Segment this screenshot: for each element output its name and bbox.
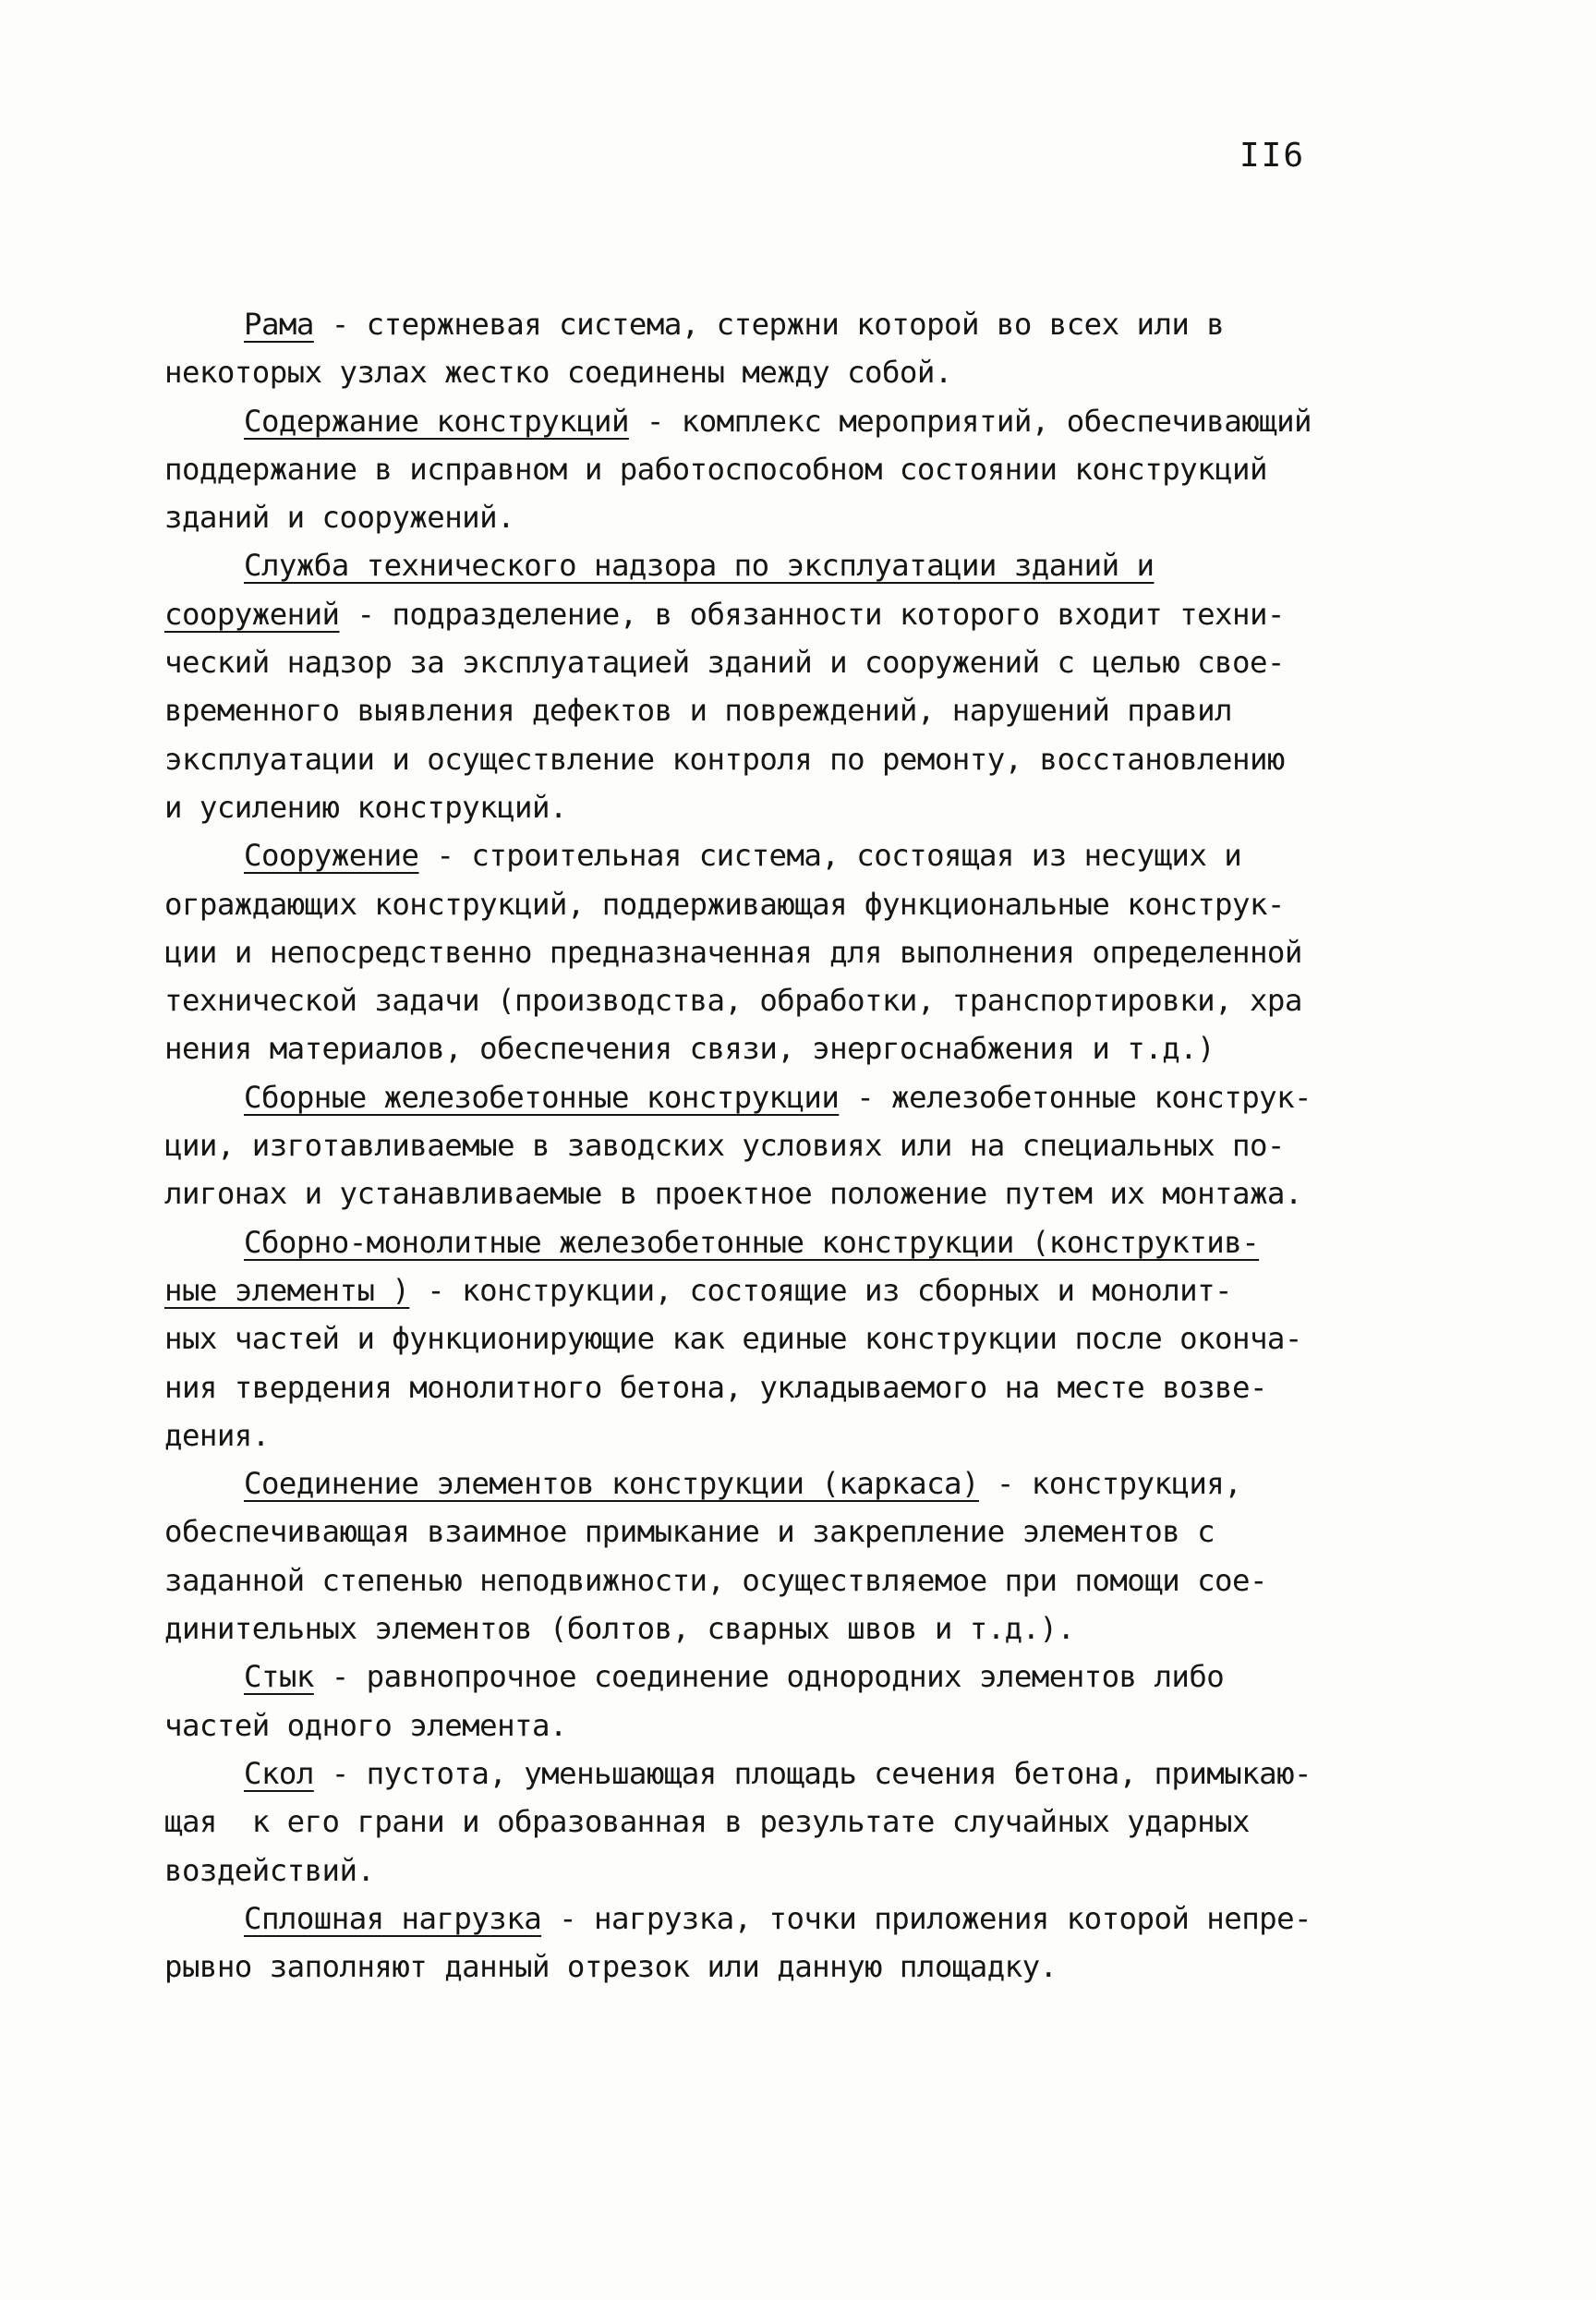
text-line bbox=[164, 590, 1476, 638]
definition-text: - равнопрочное соединение однородних элементов либо bbox=[313, 1659, 1225, 1695]
text-line: дения. bbox=[164, 1417, 270, 1453]
glossary-text bbox=[164, 300, 1476, 1991]
text-line bbox=[164, 1218, 1476, 1266]
glossary-entry bbox=[164, 541, 1476, 831]
definition-text: - конструкция, bbox=[978, 1466, 1242, 1502]
text-line bbox=[164, 1073, 1476, 1121]
glossary-entry bbox=[164, 1894, 1476, 1991]
glossary-term: Сплошная нагрузка bbox=[244, 1900, 542, 1936]
definition-text: - подразделение, в обязанности которого входит техни- bbox=[339, 596, 1285, 632]
text-line: ции, изготавливаемые в заводских условиях или на специальных по- bbox=[164, 1128, 1285, 1164]
text-line bbox=[164, 397, 1476, 445]
glossary-term: Скол bbox=[244, 1755, 314, 1791]
glossary-term: Сборно-монолитные железобетонные конструкции (конструктив- bbox=[244, 1224, 1260, 1260]
glossary-term: Соединение элементов конструкции (каркаса) bbox=[244, 1466, 979, 1502]
page-number: II6 bbox=[1239, 137, 1306, 175]
text-line: ограждающих конструкций, поддерживающая функциональные конструк- bbox=[164, 886, 1285, 922]
text-line: обеспечивающая взаимное примыкание и закрепление элементов с bbox=[164, 1514, 1215, 1550]
text-line: ния твердения монолитного бетона, укладываемого на месте возве- bbox=[164, 1369, 1267, 1405]
text-line bbox=[164, 300, 1476, 348]
definition-text: - нагрузка, точки приложения которой непре- bbox=[541, 1900, 1312, 1936]
text-line bbox=[164, 1652, 1476, 1701]
text-line bbox=[164, 1459, 1476, 1507]
text-line: щая к его грани и образованная в результате случайных ударных bbox=[164, 1804, 1250, 1840]
text-line: нения материалов, обеспечения связи, энергоснабжения и т.д.) bbox=[164, 1031, 1215, 1067]
text-line bbox=[164, 1894, 1476, 1943]
text-line: частей одного элемента. bbox=[164, 1707, 567, 1743]
text-line: лигонах и устанавливаемые в проектное положение путем их монтажа. bbox=[164, 1176, 1302, 1212]
text-line bbox=[164, 831, 1476, 879]
glossary-term: Рама bbox=[244, 307, 314, 342]
glossary-entry bbox=[164, 300, 1476, 397]
text-line: технической задачи (производства, обработки, транспортировки, хра bbox=[164, 983, 1302, 1019]
glossary-term: Сооружение bbox=[244, 838, 419, 874]
text-line: динительных элементов (болтов, сварных швов и т.д.). bbox=[164, 1611, 1075, 1647]
definition-text: - железобетонные конструк- bbox=[839, 1079, 1312, 1115]
glossary-entry bbox=[164, 831, 1476, 1072]
glossary-entry bbox=[164, 1218, 1476, 1459]
glossary-term: Служба технического надзора по эксплуатации зданий и bbox=[244, 548, 1155, 584]
text-line bbox=[164, 541, 1476, 589]
glossary-term: Содержание конструкций bbox=[244, 403, 629, 439]
text-line: эксплуатации и осуществление контроля по ремонту, восстановлению bbox=[164, 741, 1285, 777]
glossary-entry bbox=[164, 1652, 1476, 1749]
glossary-term: сооружений bbox=[164, 596, 340, 632]
text-line: ции и непосредственно предназначенная для выполнения определенной bbox=[164, 934, 1302, 970]
definition-text: - комплекс мероприятий, обеспечивающий bbox=[628, 403, 1312, 439]
text-line: зданий и сооружений. bbox=[164, 500, 515, 536]
text-line: ческий надзор за эксплуатацией зданий и сооружений с целью свое- bbox=[164, 645, 1285, 681]
definition-text: - стержневая система, стержни которой во всех или в bbox=[313, 307, 1225, 342]
text-line: заданной степенью неподвижности, осуществляемое при помощи сое- bbox=[164, 1562, 1267, 1598]
text-line: воздействий. bbox=[164, 1852, 375, 1888]
definition-text: - конструкции, состоящие из сборных и монолит- bbox=[409, 1272, 1233, 1308]
text-line: ных частей и функционирующие как единые конструкции после оконча- bbox=[164, 1321, 1302, 1357]
glossary-term: Сборные железобетонные конструкции bbox=[244, 1079, 840, 1115]
text-line bbox=[164, 1266, 1476, 1314]
definition-text: - пустота, уменьшающая площадь сечения бетона, примыкаю- bbox=[313, 1755, 1312, 1791]
glossary-entry bbox=[164, 1459, 1476, 1652]
glossary-entry bbox=[164, 1749, 1476, 1894]
text-line: временного выявления дефектов и повреждений, нарушений правил bbox=[164, 693, 1233, 729]
text-line: и усилению конструкций. bbox=[164, 789, 567, 825]
glossary-term: ные элементы ) bbox=[164, 1272, 410, 1308]
text-line bbox=[164, 1749, 1476, 1798]
glossary-entry bbox=[164, 397, 1476, 542]
text-line: некоторых узлах жестко соединены между собой. bbox=[164, 355, 952, 391]
text-line: поддержание в исправном и работоспособном состоянии конструкций bbox=[164, 451, 1267, 487]
glossary-entry bbox=[164, 1073, 1476, 1218]
definition-text: - строительная система, состоящая из несущих и bbox=[418, 838, 1242, 874]
glossary-term: Стык bbox=[244, 1659, 314, 1695]
text-line: рывно заполняют данный отрезок или данную площадку. bbox=[164, 1949, 1058, 1985]
